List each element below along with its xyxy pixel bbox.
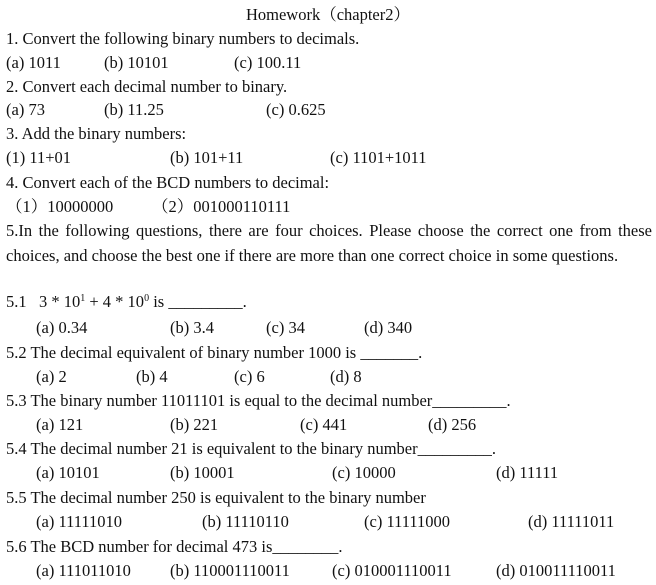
q5-intro: 5.In the following questions, there are four choices. Please choose the correct one from these choices, and choose the best one if there are more than one correct choice in some questions.	[6, 221, 652, 265]
q5-2-prompt: 5.2 The decimal equivalent of binary number 1000 is _______.	[6, 343, 423, 362]
q5-1-tail: is _________.	[149, 292, 247, 311]
q5-4-option-c: (c) 10000	[332, 463, 396, 482]
q4-prompt: 4. Convert each of the BCD numbers to decimal:	[6, 173, 330, 192]
q5-3-option-d: (d) 256	[428, 415, 477, 434]
q5-2-option-b: (b) 4	[136, 367, 168, 386]
q5-6-option-c: (c) 010001110011	[332, 561, 452, 580]
q5-2-option-d: (d) 8	[330, 367, 362, 386]
q3-prompt: 3. Add the binary numbers:	[6, 124, 187, 143]
q5-1-option-a: (a) 0.34	[36, 318, 88, 337]
q4-option-2: （2）001000110111	[152, 197, 291, 216]
q5-5-prompt: 5.5 The decimal number 250 is equivalent to the binary number	[6, 488, 426, 507]
q5-6-option-d: (d) 010011110011	[496, 561, 616, 580]
q5-1-option-c: (c) 34	[266, 318, 305, 337]
q5-5-option-b: (b) 11110110	[202, 512, 289, 531]
q5-1-expr-a: 3 * 10	[39, 292, 81, 311]
q2-option-b: (b) 11.25	[104, 100, 164, 119]
q5-6-option-b: (b) 110001110011	[170, 561, 290, 580]
q5-1-exp-a: 1	[80, 293, 86, 304]
q5-2-option-a: (a) 2	[36, 367, 67, 386]
q5-4-option-b: (b) 10001	[170, 463, 235, 482]
q2-prompt: 2. Convert each decimal number to binary.	[6, 77, 288, 96]
q5-3-prompt: 5.3 The binary number 11011101 is equal to the decimal number_________.	[6, 391, 511, 410]
q3-option-c: (c) 1101+1011	[330, 148, 427, 167]
q4-option-1: （1）10000000	[6, 197, 114, 216]
q5-1-option-b: (b) 3.4	[170, 318, 214, 337]
q5-1-label: 5.1	[6, 292, 27, 311]
q5-3-option-b: (b) 221	[170, 415, 219, 434]
q5-3-option-c: (c) 441	[300, 415, 348, 434]
q1-option-c: (c) 100.11	[234, 53, 302, 72]
q1-option-a: (a) 1011	[6, 53, 61, 72]
q3-option-1: (1) 11+01	[6, 148, 72, 167]
document-title: Homework（chapter2）	[245, 5, 411, 24]
q5-1-option-d: (d) 340	[364, 318, 413, 337]
q1-prompt: 1. Convert the following binary numbers to decimals.	[6, 29, 360, 48]
q3-option-b: (b) 101+11	[170, 148, 244, 167]
q2-option-c: (c) 0.625	[266, 100, 326, 119]
q5-5-option-a: (a) 11111010	[36, 512, 122, 531]
q1-option-b: (b) 10101	[104, 53, 169, 72]
q5-6-prompt: 5.6 The BCD number for decimal 473 is________.	[6, 537, 343, 556]
q5-1-prompt	[6, 291, 247, 313]
q2-option-a: (a) 73	[6, 100, 45, 119]
q5-3-option-a: (a) 121	[36, 415, 84, 434]
q5-4-option-a: (a) 10101	[36, 463, 100, 482]
q5-6-option-a: (a) 111011010	[36, 561, 131, 580]
q5-2-option-c: (c) 6	[234, 367, 265, 386]
q5-5-option-c: (c) 11111000	[364, 512, 450, 531]
q5-4-prompt: 5.4 The decimal number 21 is equivalent to the binary number_________.	[6, 439, 497, 458]
q5-4-option-d: (d) 11111	[496, 463, 559, 482]
q5-5-option-d: (d) 11111011	[528, 512, 615, 531]
q5-1-exp-b: 0	[144, 293, 150, 304]
q5-1-expr-b: + 4 * 10	[85, 292, 145, 311]
